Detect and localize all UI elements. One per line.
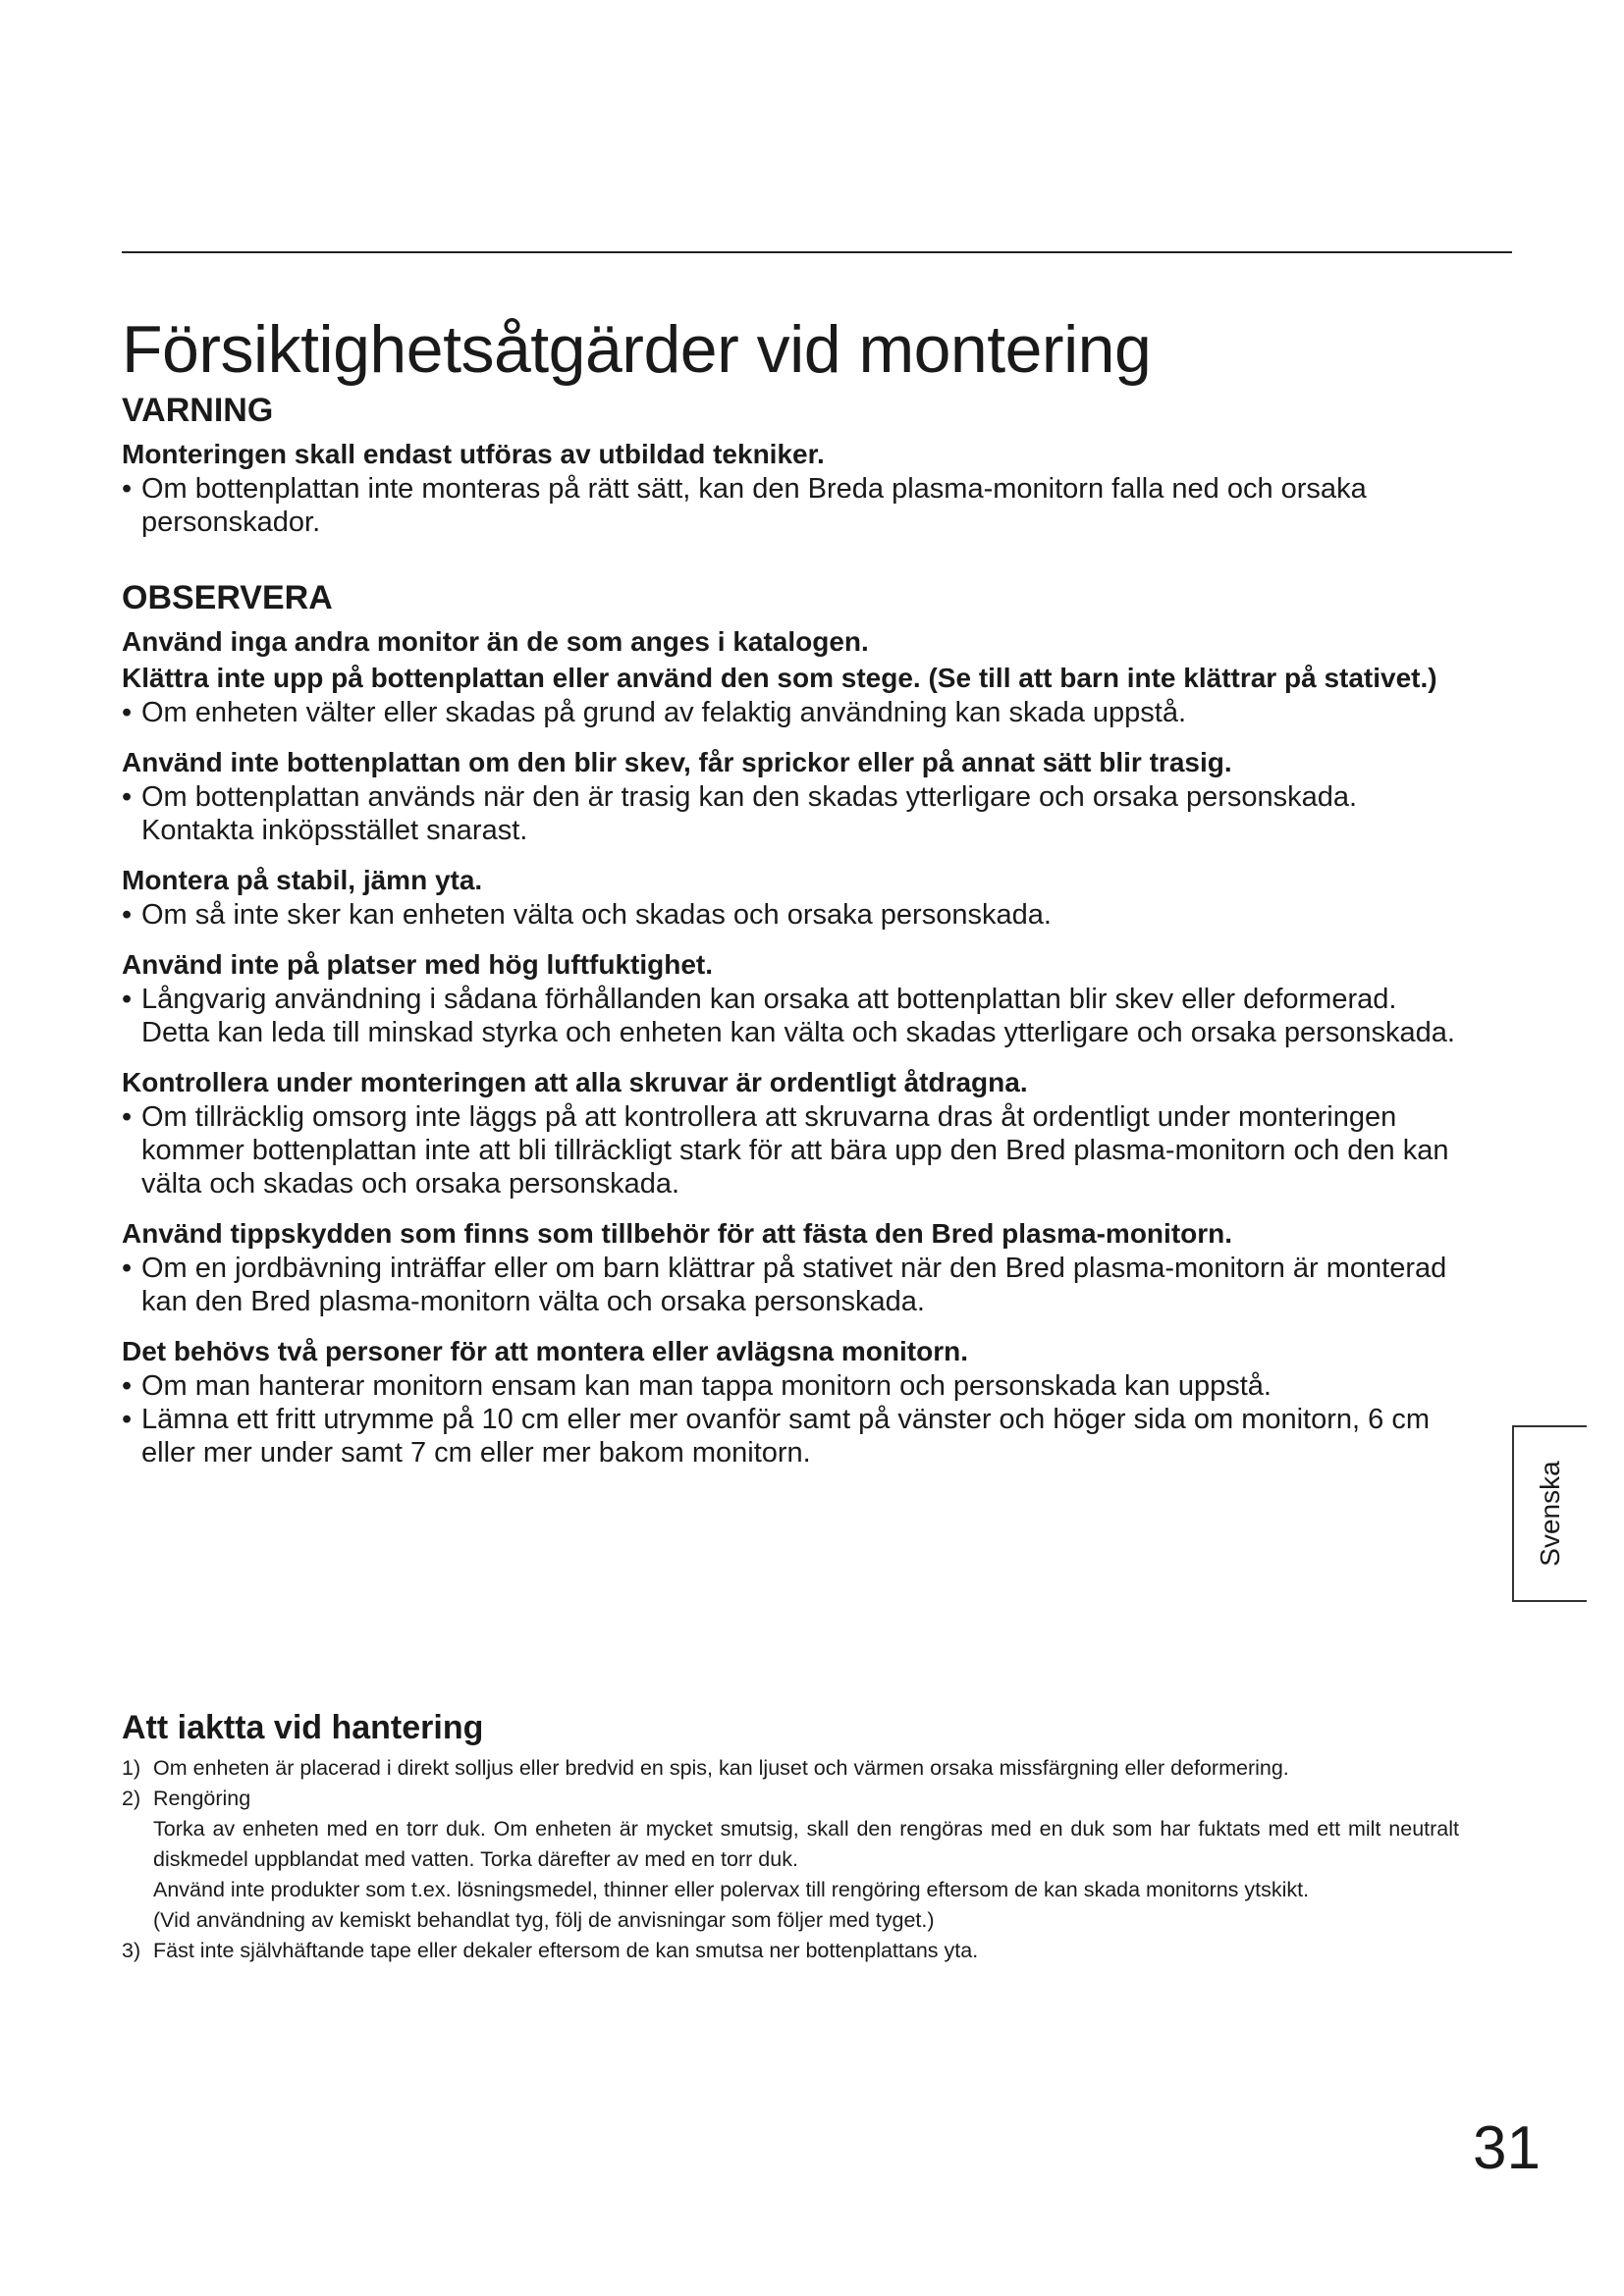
notice-bullet: • Långvarig användning i sådana förhållanden kan orsaka att bottenplattan blir skev eller deformerad. Detta kan leda till minskad styrka och enheten kan välta och skadas ytterligare och orsaka personskada. <box>122 983 1457 1049</box>
language-tab-label: Svenska <box>1535 1461 1565 1567</box>
handling-sub-paragraph: Använd inte produkter som t.ex. lösningsmedel, thinner eller polervax till rengöring eftersom de kan skada monitorns ytskikt. <box>153 1878 1310 1901</box>
handling-sub-paragraph: Torka av enheten med en torr duk. Om enheten är mycket smutsig, skall den rengöras med en duk som har fuktats med ett milt neutralt diskmedel uppblandat med vatten. Torka därefter av med en torr duk. <box>153 1817 1459 1871</box>
handling-item-number: 1) <box>122 1756 141 1780</box>
notice-title: Använd tippskydden som finns som tillbehör för att fästa den Bred plasma-monitorn. <box>122 1218 1233 1249</box>
notice-group <box>122 744 1457 847</box>
warning-section <box>122 436 1457 539</box>
handling-item <box>122 1936 1459 1966</box>
handling-item-text: Fäst inte självhäftande tape eller dekaler eftersom de kan smutsa ner bottenplattans yta. <box>153 1939 979 1962</box>
handling-item <box>122 1753 1459 1784</box>
handling-list <box>122 1753 1459 1966</box>
notice-bullet: • Lämna ett fritt utrymme på 10 cm eller mer ovanför samt på vänster och höger sida om monitorn, 6 cm eller mer under samt 7 cm eller mer bakom monitorn. <box>122 1403 1457 1469</box>
handling-item-text: Om enheten är placerad i direkt solljus eller bredvid en spis, kan ljuset och värmen orsaka missfärgning eller deformering. <box>153 1756 1289 1780</box>
notice-title: Monteringen skall endast utföras av utbildad tekniker. <box>122 439 825 469</box>
notice-group <box>122 946 1457 1049</box>
notice-title: Det behövs två personer för att montera eller avlägsna monitorn. <box>122 1336 968 1366</box>
notice-bullet: • Om bottenplattan inte monteras på rätt sätt, kan den Breda plasma-monitorn falla ned och orsaka personskador. <box>122 472 1457 539</box>
caution-heading: OBSERVERA <box>122 579 333 616</box>
notice-title: Använd inte på platser med hög luftfuktighet. <box>122 949 714 980</box>
notice-title: Montera på stabil, jämn yta. <box>122 865 483 895</box>
notice-group <box>122 436 1457 539</box>
page-title: Försiktighetsåtgärder vid montering <box>122 312 1152 387</box>
language-tab <box>1512 1425 1587 1602</box>
caution-section <box>122 623 1457 1469</box>
notice-bullet: • Om man hanterar monitorn ensam kan man tappa monitorn och personskada kan uppstå. <box>122 1369 1457 1403</box>
handling-item <box>122 1784 1459 1814</box>
notice-group <box>122 862 1457 932</box>
main-content <box>122 310 1457 1469</box>
handling-sub-paragraph: (Vid användning av kemiskt behandlat tyg, följ de anvisningar som följer med tyget.) <box>153 1908 935 1932</box>
header-rule <box>122 251 1512 253</box>
notice-title: Klättra inte upp på bottenplattan eller använd den som stege. (Se till att barn inte klättrar på stativet.) <box>122 663 1437 693</box>
notice-bullet: • Om bottenplattan används när den är trasig kan den skadas ytterligare och orsaka personskada. Kontakta inköpsstället snarast. <box>122 780 1457 847</box>
handling-heading: Att iaktta vid hantering <box>122 1709 484 1746</box>
handling-item-text: Rengöring <box>153 1787 251 1810</box>
notice-group <box>122 623 1457 729</box>
notice-bullet: • Om tillräcklig omsorg inte läggs på att kontrollera att skruvarna dras åt ordentligt under monteringen kommer bottenplattan inte att bli tillräckligt stark för att bära upp den Bred plasma-monitorn och den kan välta och skadas och orsaka personskada. <box>122 1100 1457 1201</box>
notice-bullet: • Om en jordbävning inträffar eller om barn klättrar på stativet när den Bred plasma-monitorn är monterad kan den Bred plasma-monitorn välta och orsaka personskada. <box>122 1252 1457 1318</box>
handling-section <box>122 1706 1459 1966</box>
notice-group <box>122 1333 1457 1469</box>
notice-bullet: • Om enheten välter eller skadas på grund av felaktig användning kan skada uppstå. <box>122 696 1457 729</box>
warning-heading: VARNING <box>122 392 274 429</box>
notice-title: Använd inga andra monitor än de som anges i katalogen. <box>122 626 869 657</box>
handling-item-number: 3) <box>122 1939 141 1962</box>
notice-title: Använd inte bottenplattan om den blir skev, får sprickor eller på annat sätt blir trasig. <box>122 747 1232 777</box>
notice-bullet: • Om så inte sker kan enheten välta och skadas och orsaka personskada. <box>122 898 1457 932</box>
notice-title: Kontrollera under monteringen att alla skruvar är ordentligt åtdragna. <box>122 1067 1028 1097</box>
notice-group <box>122 1215 1457 1318</box>
page-number: 31 <box>1473 2114 1541 2182</box>
handling-item-number: 2) <box>122 1787 141 1810</box>
notice-group <box>122 1064 1457 1201</box>
